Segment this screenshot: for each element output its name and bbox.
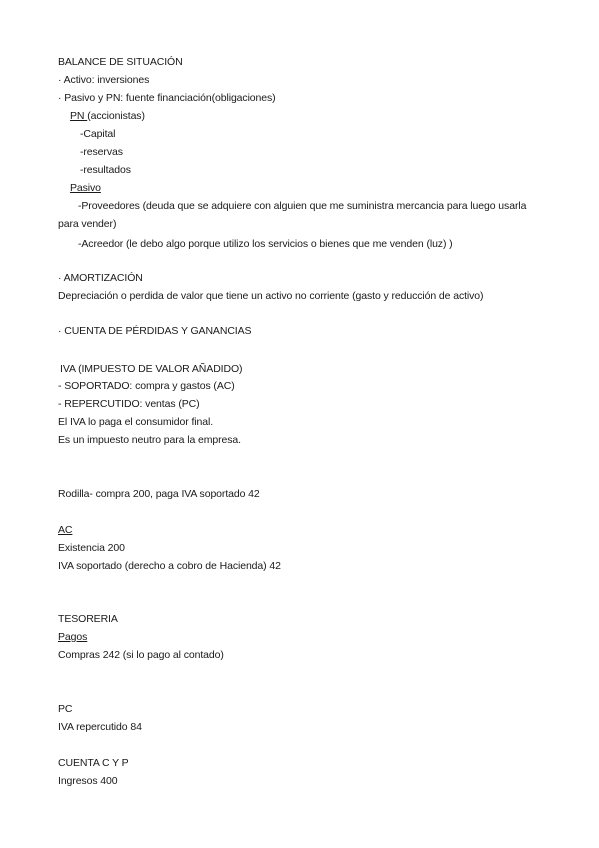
ac-label: AC xyxy=(58,524,73,536)
amortizacion-definition: Depreciación o perdida de valor que tiene un activo no corriente (gasto y reducción de activo) xyxy=(58,290,484,302)
existencia-line: Existencia 200 xyxy=(58,542,125,554)
iva-line1: El IVA lo paga el consumidor final. xyxy=(58,416,214,428)
pc-label: PC xyxy=(58,703,73,715)
rodilla-line: Rodilla- compra 200, paga IVA soportado 42 xyxy=(58,488,260,500)
iva-soportado: - SOPORTADO: compra y gastos (AC) xyxy=(58,380,235,392)
resultados-line: -resultados xyxy=(80,164,131,176)
pn-suffix: (accionistas) xyxy=(87,110,145,122)
amortizacion-title: · AMORTIZACIÓN xyxy=(58,272,143,284)
ingresos-line: Ingresos 400 xyxy=(58,775,118,787)
balance-title: BALANCE DE SITUACIÓN xyxy=(58,56,183,68)
iva-line2: Es un impuesto neutro para la empresa. xyxy=(58,434,241,446)
cuenta-pyg-title: · CUENTA DE PÉRDIDAS Y GANANCIAS xyxy=(58,325,252,337)
acreedor-line: -Acreedor (le debo algo porque utilizo los servicios o bienes que me venden (luz) ) xyxy=(78,238,453,250)
iva-repercutido-line: IVA repercutido 84 xyxy=(58,721,142,733)
tesoreria-title: TESORERIA xyxy=(58,613,118,625)
iva-repercutido: - REPERCUTIDO: ventas (PC) xyxy=(58,398,200,410)
capital-line: -Capital xyxy=(80,128,116,140)
activo-line: · Activo: inversiones xyxy=(58,74,150,86)
proveedores-line: -Proveedores (deuda que se adquiere con alguien que me suministra mercancia para luego usarla para vender) xyxy=(58,200,527,230)
pn-line xyxy=(70,110,145,123)
pn-label: PN xyxy=(70,110,88,122)
pasivo-label: Pasivo xyxy=(70,182,101,194)
cuenta-cyp-title: CUENTA C Y P xyxy=(58,757,129,769)
compras-line: Compras 242 (si lo pago al contado) xyxy=(58,649,224,661)
pagos-label: Pagos xyxy=(58,631,88,643)
iva-title: IVA (IMPUESTO DE VALOR AÑADIDO) xyxy=(60,363,243,375)
reservas-line: -reservas xyxy=(80,146,123,158)
pasivo-pn-line: · Pasivo y PN: fuente financiación(obligaciones) xyxy=(58,92,276,104)
iva-soportado-line: IVA soportado (derecho a cobro de Hacienda) 42 xyxy=(58,560,281,572)
